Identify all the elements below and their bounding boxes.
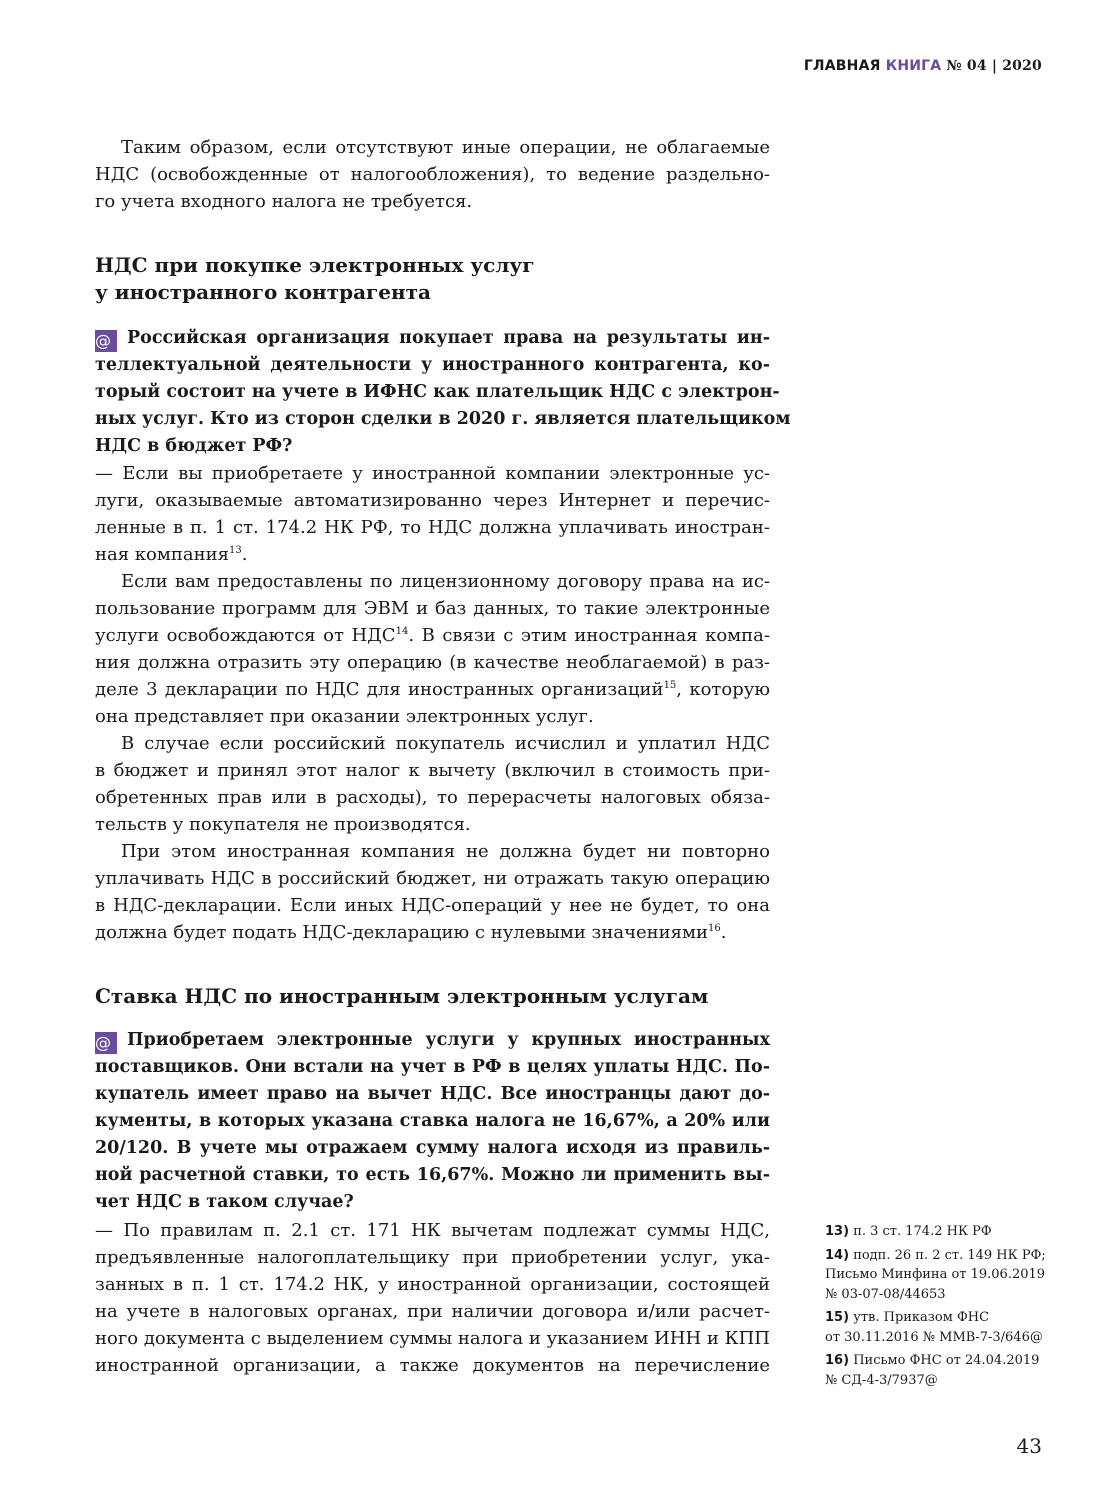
footnote-text: № 03-07-08/44653 (825, 1286, 946, 1302)
page-number: 43 (1016, 1434, 1042, 1458)
issue-number: № 04 | 2020 (946, 58, 1042, 74)
text: уплачивать НДС в российский бюджет, ни отражать такую операцию (95, 868, 770, 889)
text-line (95, 487, 770, 514)
text-line (95, 325, 770, 352)
footnote-text: от 30.11.2016 № ММВ-7-3/646@ (825, 1329, 1043, 1345)
footnote (825, 1222, 1065, 1242)
text: поставщиков. Они встали на учет в РФ в целях уплаты НДС. По- (95, 1057, 770, 1077)
text: Таким образом, если отсутствуют иные операции, не облагаемые (121, 137, 770, 158)
text-line (95, 252, 770, 279)
question-at-icon: @ (95, 330, 117, 352)
text-line (95, 433, 770, 460)
text: НДС при покупке электронных услуг (95, 253, 535, 277)
footnote-ref: 15 (663, 680, 677, 691)
magazine-name: ГЛАВНАЯ (803, 58, 881, 74)
text-line (95, 1027, 770, 1054)
footnote-text: утв. Приказом ФНС (853, 1310, 990, 1325)
text: она представляет при оказании электронных услуг. (95, 706, 594, 727)
text: При этом иностранная компания не должна будет ни повторно (121, 841, 770, 862)
running-header (804, 58, 1042, 74)
text: , которую (676, 679, 771, 700)
footnote (825, 1351, 1065, 1390)
question-at-icon: @ (95, 1032, 117, 1054)
footnote-ref: 13 (228, 545, 242, 556)
footnote-ref: 14 (395, 626, 409, 637)
text: ленные в п. 1 ст. 174.2 НК РФ, то НДС должна уплачивать иностран- (95, 517, 770, 538)
text: пользование программ для ЭВМ и баз данных, то такие электронные (95, 598, 770, 619)
text: ного документа с выделением суммы налога и указанием ИНН и КПП (95, 1328, 770, 1349)
paragraph (95, 134, 770, 215)
text-line (95, 865, 770, 892)
footnote-text: Письмо Минфина от 19.06.2019 (825, 1267, 1046, 1282)
text-line (95, 1244, 770, 1271)
text: ния должна отразить эту операцию (в качестве необлагаемой) в раз- (95, 652, 770, 673)
text-line (95, 460, 770, 487)
text: иностранной организации, а также документов на перечисление (95, 1355, 770, 1376)
text: В случае если российский покупатель исчислил и уплатил НДС (121, 733, 770, 754)
footnote-ref: 16 (708, 923, 721, 934)
text: занных в п. 1 ст. 174.2 НК, у иностранной организации, состоящей (95, 1274, 770, 1295)
text-line (95, 1352, 770, 1379)
text: ная компания (95, 544, 229, 565)
text-line (95, 784, 770, 811)
footnote-text: Письмо ФНС от 24.04.2019 (853, 1353, 1040, 1368)
text-line (95, 1135, 770, 1162)
text: . (720, 922, 727, 943)
magazine-name-accent: КНИГА (885, 58, 942, 74)
text: Если вам предоставлены по лицензионному договору права на ис- (121, 571, 770, 592)
text-line (95, 541, 770, 568)
footnote (825, 1246, 1065, 1305)
text-line (95, 161, 770, 188)
text-line (95, 622, 770, 649)
text-line (95, 279, 770, 306)
section-heading (95, 252, 770, 306)
answer (95, 460, 770, 568)
text: у иностранного контрагента (95, 280, 431, 304)
text-line (95, 983, 770, 1010)
text: 20/120. В учете мы отражаем сумму налога исходя из правиль- (95, 1138, 770, 1158)
text-line (95, 595, 770, 622)
text: Приобретаем электронные услуги у крупных иностранных (127, 1030, 770, 1050)
text-line (95, 892, 770, 919)
question (95, 325, 791, 460)
text: — По правилам п. 2.1 ст. 171 НК вычетам подлежат суммы НДС, (95, 1220, 770, 1241)
text: НДС в бюджет РФ? (95, 436, 293, 456)
text: . В связи с этим иностранная компа- (408, 625, 770, 646)
text: ных услуг. Кто из сторон сделки в 2020 г. является плательщиком (95, 409, 791, 429)
text-line (95, 1325, 770, 1352)
paragraph (95, 730, 770, 838)
text: . (241, 544, 248, 565)
text: в НДС-декларации. Если иных НДС-операций у нее не будет, то она (95, 895, 770, 916)
text-line (95, 1189, 770, 1216)
text: НДС (освобожденные от налогообложения), то ведение раздельно- (95, 164, 770, 185)
text: ной расчетной ставки, то есть 16,67%. Можно ли применить вы- (95, 1165, 770, 1185)
text-line (95, 919, 770, 946)
text-line (95, 1162, 770, 1189)
text: тельств у покупателя не производятся. (95, 814, 471, 835)
text-line (95, 730, 770, 757)
text-line (95, 811, 770, 838)
text: — Если вы приобретаете у иностранной компании электронные ус- (95, 463, 770, 484)
text-line (95, 1081, 770, 1108)
text: деле 3 декларации по НДС для иностранных организаций (95, 679, 664, 700)
paragraph (95, 838, 770, 946)
text-line (95, 188, 770, 215)
text-line (95, 838, 770, 865)
text-line (95, 1298, 770, 1325)
footnote-text: подп. 26 п. 2 ст. 149 НК РФ; (853, 1247, 1046, 1263)
footnote-text: п. 3 ст. 174.2 НК РФ (853, 1224, 992, 1239)
text-line (95, 757, 770, 784)
section-heading (95, 983, 770, 1010)
text-line (95, 649, 770, 676)
footnote-number: 14) (825, 1247, 850, 1263)
text-line (95, 514, 770, 541)
text: обретенных прав или в расходы), то перерасчеты налоговых обяза- (95, 787, 770, 808)
text-line (95, 379, 780, 406)
paragraph (95, 568, 770, 730)
text: должна будет подать НДС-декларацию с нулевыми значениями (95, 922, 708, 943)
answer (95, 1217, 770, 1379)
text-line (95, 1271, 770, 1298)
question (95, 1027, 770, 1216)
text: в бюджет и принял этот налог к вычету (включил в стоимость при- (95, 760, 770, 781)
text: Ставка НДС по иностранным электронным услугам (95, 984, 709, 1008)
text-line (95, 1217, 770, 1244)
text-line (95, 676, 770, 703)
footnote-number: 16) (825, 1353, 850, 1368)
footnote-number: 15) (825, 1310, 850, 1325)
text-line (95, 568, 770, 595)
footnotes (825, 1222, 1065, 1394)
text: купатель имеет право на вычет НДС. Все иностранцы дают до- (95, 1084, 770, 1104)
text: предъявленные налогоплательщику при приобретении услуг, ука- (95, 1247, 770, 1268)
text-line (95, 134, 770, 161)
text: Российская организация покупает права на результаты ин- (127, 328, 770, 348)
text: торый состоит на учете в ИФНС как плательщик НДС с электрон- (95, 382, 780, 402)
text: го учета входного налога не требуется. (95, 191, 473, 212)
text-line (95, 1108, 770, 1135)
text-line (95, 703, 770, 730)
text: на учете в налоговых органах, при наличии договора и/или расчет- (95, 1301, 770, 1322)
text-line (95, 406, 791, 433)
text: теллектуальной деятельности у иностранного контрагента, ко- (95, 355, 770, 375)
text: чет НДС в таком случае? (95, 1192, 354, 1212)
text-line (95, 352, 770, 379)
text: кументы, в которых указана ставка налога не 16,67%, а 20% или (95, 1111, 770, 1131)
text-line (95, 1054, 770, 1081)
footnote (825, 1308, 1065, 1347)
footnote-number: 13) (825, 1224, 850, 1239)
text: луги, оказываемые автоматизированно через Интернет и перечис- (95, 490, 770, 511)
text: услуги освобождаются от НДС (95, 625, 396, 646)
footnote-text: № СД-4-3/7937@ (825, 1372, 938, 1388)
